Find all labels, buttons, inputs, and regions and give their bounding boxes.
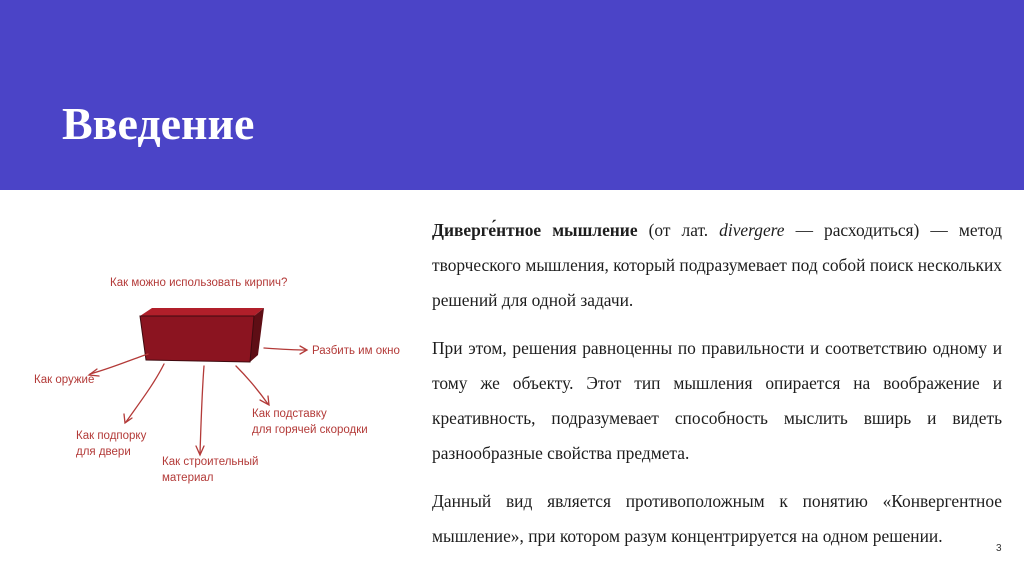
label-break-window: Разбить им окно [312,345,400,357]
label-building-line1: Как строительный [162,456,259,468]
brick-image [140,308,264,362]
paragraph-definition [432,213,1002,318]
label-door-stop-line2: для двери [76,446,131,458]
arrow-door-stop [124,364,164,423]
definition-part2: — расходиться) — метод творческого мышления, который подразумевает под собой поиск нескольких решений для одной задачи. [432,220,1002,310]
term-divergent-thinking: Диверге́нтное мышление [432,220,638,240]
label-stand-line2: для горячей скородки [252,424,368,436]
label-weapon: Как оружие [34,374,95,386]
arrow-stand [236,366,269,405]
title-banner [0,0,1024,190]
paragraph-equivalence: При этом, решения равноценны по правильности и соответствию одному и тому же объекту. Этот тип мышления опирается на воображение и креативность, подразумевает способность мыслить вширь и видеть разнообразные свойства предмета. [432,338,1002,463]
arrow-building-material [196,366,204,455]
arrow-break-window [264,346,307,354]
brick-top-face [140,308,264,316]
label-building-line2: материал [162,472,214,484]
latin-word: divergere [719,220,785,240]
paragraph-convergent: Данный вид является противоположным к понятию «Конвергентное мышление», при котором разум концентрируется на одном решении. [432,491,1002,546]
label-door-stop-line1: Как подпорку [76,430,147,442]
brick-front-face [140,316,254,362]
arrow-weapon [89,354,148,376]
page-number: 3 [996,543,1002,554]
label-stand-line1: Как подставку [252,408,327,420]
slide-title: Введение [62,98,255,149]
definition-part1: (от лат. [637,220,720,240]
brick-diagram-svg [20,262,420,492]
body-text [432,213,1002,567]
brick-uses-diagram [20,262,420,492]
diagram-question: Как можно использовать кирпич? [110,277,288,289]
